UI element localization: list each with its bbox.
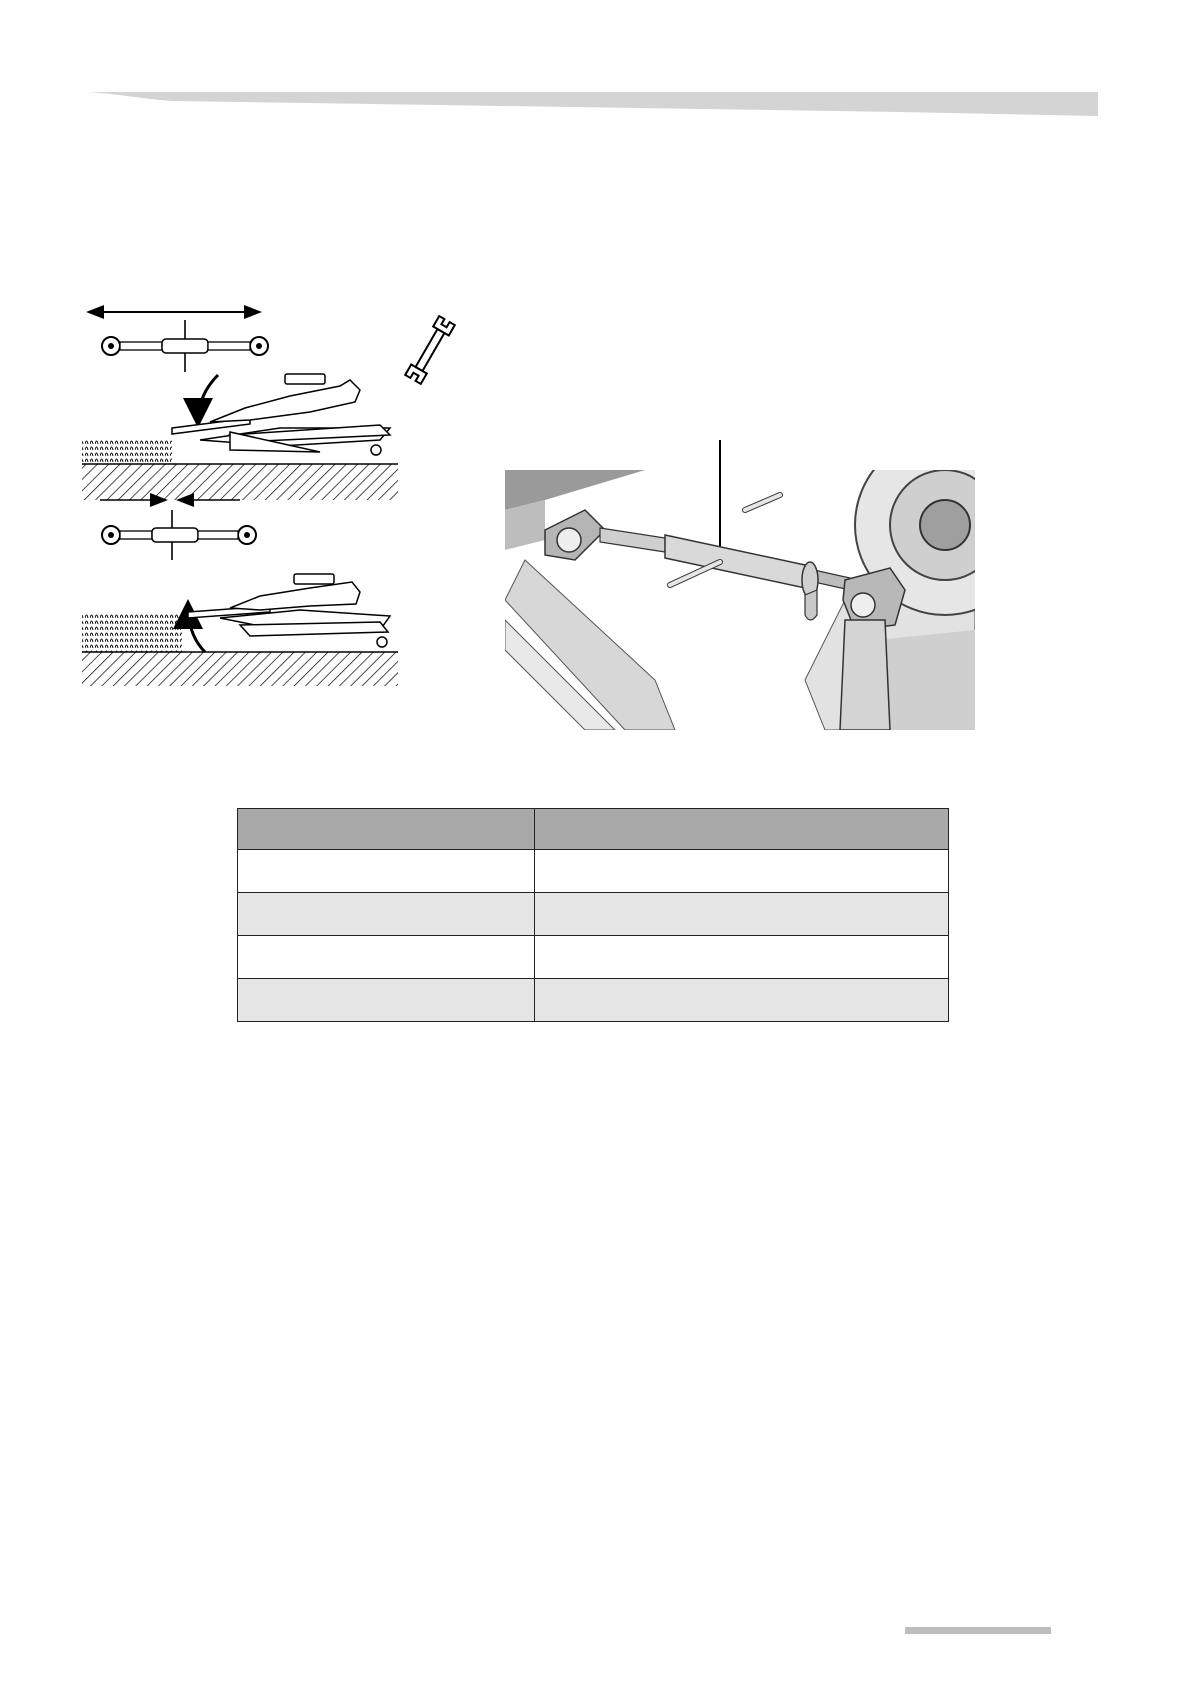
table-row xyxy=(238,979,949,1022)
table-row xyxy=(238,850,949,893)
table-cell xyxy=(238,936,535,979)
table-row xyxy=(238,893,949,936)
table-row xyxy=(238,936,949,979)
curved-arrow-down-icon xyxy=(198,375,218,422)
table-cell xyxy=(535,850,949,893)
table-header-cell xyxy=(535,809,949,850)
table-cell xyxy=(535,979,949,1022)
turnbuckle-short-icon xyxy=(102,510,256,560)
header-band xyxy=(0,0,1190,130)
table-cell xyxy=(238,979,535,1022)
mower-lowered-icon xyxy=(188,574,390,647)
table-cell xyxy=(535,893,949,936)
table-header-cell xyxy=(238,809,535,850)
table-cell xyxy=(238,893,535,936)
mower-raised-icon xyxy=(172,374,390,455)
turnbuckle-icon xyxy=(102,320,268,372)
mower-adjustment-figure xyxy=(80,300,480,740)
table-cell xyxy=(535,936,949,979)
spec-table xyxy=(237,808,949,1022)
double-arrow-icon xyxy=(86,305,262,319)
footer-bar xyxy=(905,1627,1051,1634)
wrench-icon xyxy=(405,316,455,384)
top-link-figure xyxy=(505,440,975,730)
table-header-row xyxy=(238,809,949,850)
table-cell xyxy=(238,850,535,893)
